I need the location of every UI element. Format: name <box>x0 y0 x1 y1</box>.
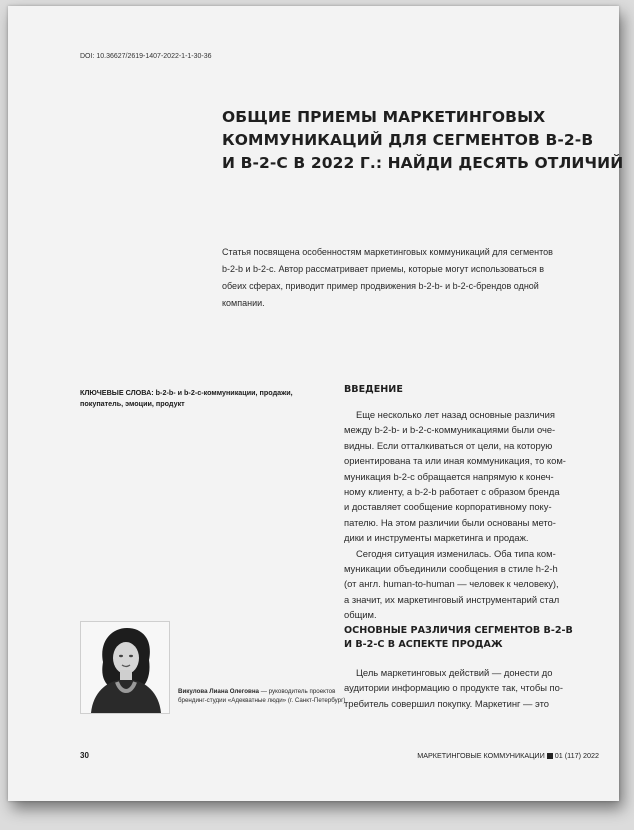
square-separator-icon <box>547 753 553 759</box>
abstract-line: b-2-b и b-2-c. Автор рассматривает приемы, которые могут использоваться в <box>222 264 544 274</box>
heading-line: ОСНОВНЫЕ РАЗЛИЧИЯ СЕГМЕНТОВ B-2-B <box>344 625 573 636</box>
body-line: требитель совершил покупку. Маркетинг — это <box>344 697 549 709</box>
section-heading-differences <box>344 624 573 652</box>
section-body-differences <box>344 665 588 711</box>
abstract <box>222 244 594 312</box>
body-line: Цель маркетинговых действий — донести до <box>356 667 553 678</box>
heading-line: ВВЕДЕНИЕ <box>344 384 403 395</box>
body-line: муникации объединили сообщения в стиле h-2-h <box>344 563 558 575</box>
abstract-line: компании. <box>222 298 265 308</box>
article-title <box>222 106 624 175</box>
section-body-introduction <box>344 407 588 623</box>
body-line: Еще несколько лет назад основные различия <box>356 409 555 420</box>
body-line: аудитории информацию о продукте так, чтобы по- <box>344 682 563 694</box>
journal-footer <box>417 751 599 760</box>
body-line: муникация b-2-c обращается напрямую к конеч- <box>344 470 554 482</box>
abstract-line: Статья посвящена особенностям маркетинговых коммуникаций для сегментов <box>222 247 553 257</box>
author-info <box>178 687 346 705</box>
issue-number: 01 (117) 2022 <box>554 751 599 760</box>
journal-page <box>8 6 624 801</box>
author-name: Викулова Лиана Олеговна <box>178 688 260 695</box>
author-portrait-image <box>81 622 169 713</box>
title-line: И B-2-C В 2022 Г.: НАЙДИ ДЕСЯТЬ ОТЛИЧИЙ <box>222 154 624 172</box>
body-line: дики и инструменты маркетинга и продаж. <box>344 532 529 544</box>
body-line: (от англ. human-to-human — человек к человеку), <box>344 578 559 590</box>
body-line: ному клиенту, а b-2-b работает с образом бренда <box>344 486 560 498</box>
title-line: КОММУНИКАЦИЙ ДЛЯ СЕГМЕНТОВ B-2-B <box>222 131 594 149</box>
author-photo <box>80 621 170 714</box>
section-heading-introduction <box>344 383 403 397</box>
author-affiliation: брендинг-студии «Адекватные люди» (г. Санкт-Петербург) <box>178 697 346 704</box>
body-line: а значит, их маркетинговый инструментарий стал <box>344 593 560 605</box>
keywords <box>80 387 330 409</box>
body-line: пателю. На этом различии были основаны мето- <box>344 516 556 528</box>
author-role: — руководитель проектов <box>259 688 336 695</box>
keywords-line: КЛЮЧЕВЫЕ СЛОВА: b-2-b- и b-2-c-коммуникации, продажи, <box>80 388 293 397</box>
body-line: ориентирована та или иная коммуникация, то ком- <box>344 455 566 467</box>
keywords-line: покупатель, эмоции, продукт <box>80 399 185 408</box>
journal-name: МАРКЕТИНГОВЫЕ КОММУНИКАЦИИ <box>417 751 545 760</box>
doi: DOI: 10.36627/2619-1407-2022-1-1-30-36 <box>80 53 212 60</box>
body-line: общим. <box>344 609 377 621</box>
body-line: Сегодня ситуация изменилась. Оба типа ком- <box>356 547 556 559</box>
abstract-line: обеих сферах, приводит пример продвижения b-2-b- и b-2-c-брендов одной <box>222 281 539 291</box>
body-line: видны. Если отталкиваться от цели, на которую <box>344 439 553 451</box>
page-number: 30 <box>80 751 89 760</box>
body-line: и доставляет сообщение корпоративному поку- <box>344 501 552 513</box>
title-line: ОБЩИЕ ПРИЕМЫ МАРКЕТИНГОВЫХ <box>222 108 546 126</box>
heading-line: И B-2-C В АСПЕКТЕ ПРОДАЖ <box>344 639 503 650</box>
body-line: между b-2-b- и b-2-c-коммуникациями были оче- <box>344 424 556 436</box>
